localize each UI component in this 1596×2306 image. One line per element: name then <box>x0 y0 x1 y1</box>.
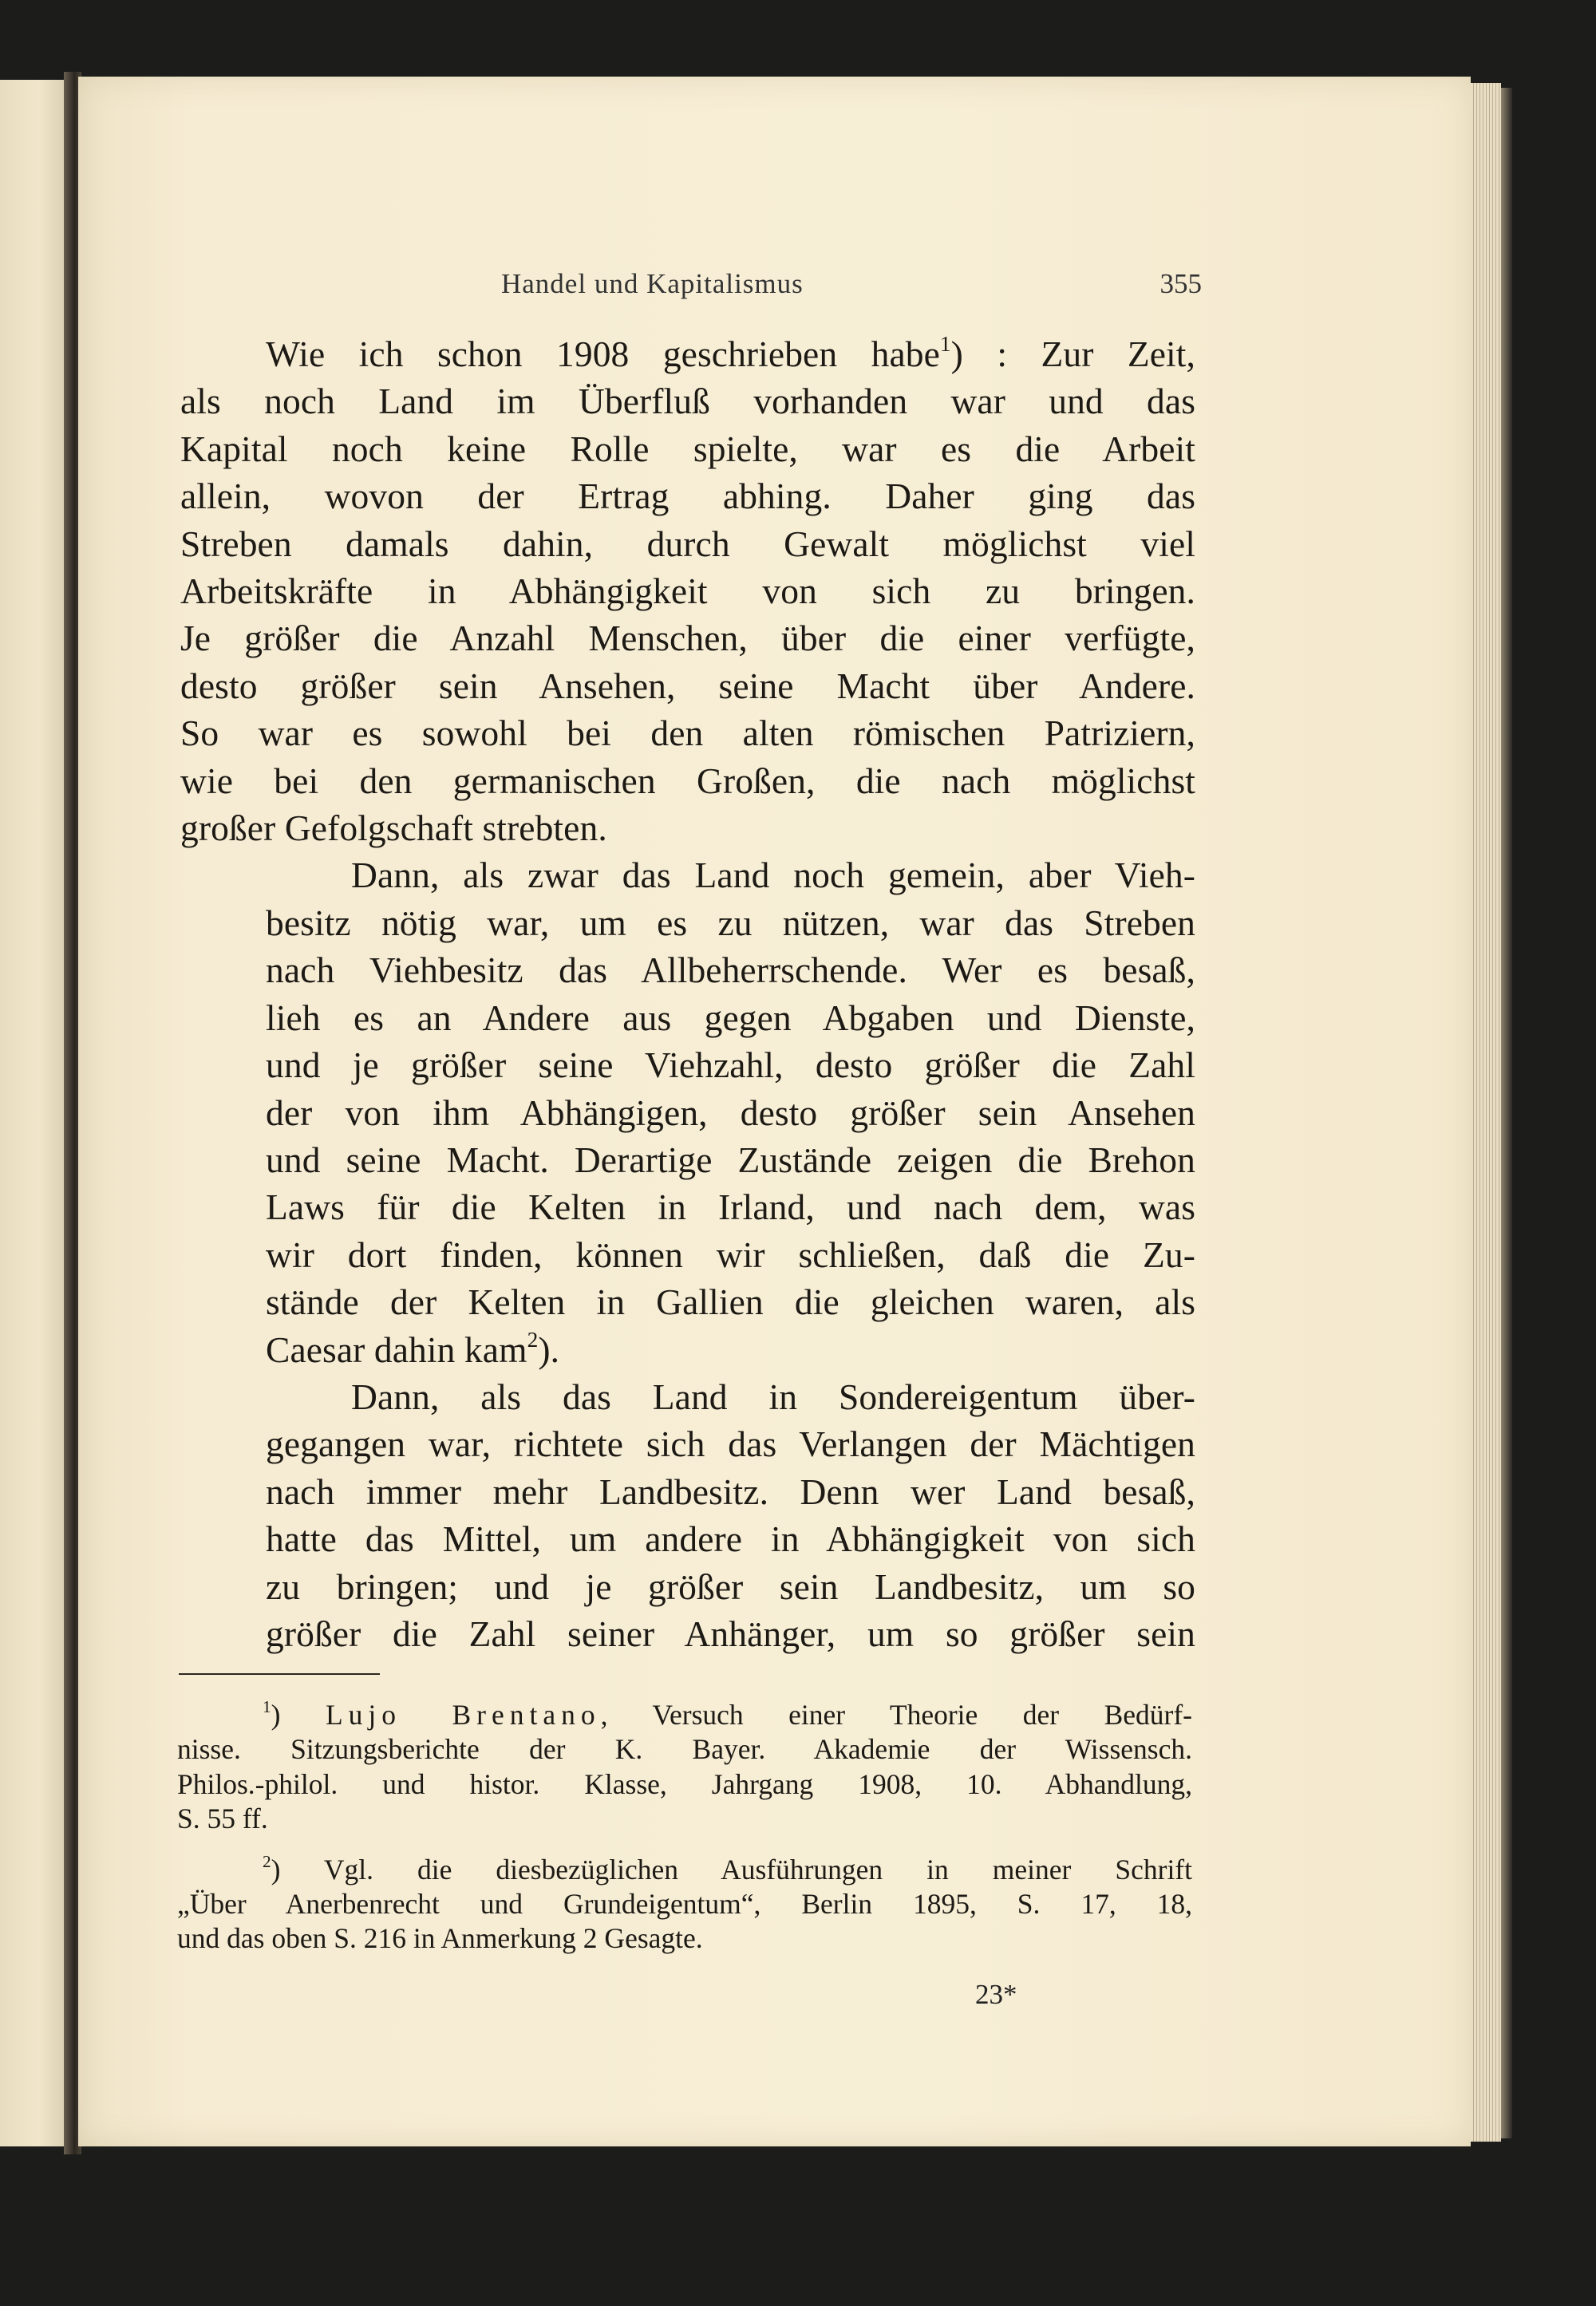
text-line: zu bringen; und je größer sein Landbesitz, um so <box>266 1566 1195 1607</box>
text-line: stände der Kelten in Gallien die gleichen waren, als <box>266 1281 1195 1323</box>
text-line: S. 55 ff. <box>177 1803 268 1835</box>
text-line: und seine Macht. Derartige Zustände zeigen die Brehon <box>266 1139 1195 1180</box>
text-line: allein, wovon der Ertrag abhing. Daher ging das <box>180 476 1195 517</box>
footnote-rule <box>179 1673 380 1675</box>
text-line: Dann, als zwar das Land noch gemein, aber Vieh- <box>351 855 1195 896</box>
text-line: nisse. Sitzungsberichte der K. Bayer. Akademie der Wissensch. <box>177 1733 1192 1766</box>
running-head: Handel und Kapitalismus <box>501 268 804 299</box>
page-number: 355 <box>1159 268 1202 299</box>
footnote-marker-1: 1 <box>263 1697 271 1717</box>
text-line: Streben damals dahin, durch Gewalt möglichst viel <box>180 523 1195 564</box>
footnote-ref-2: 2 <box>527 1327 539 1352</box>
text-line: Je größer die Anzahl Menschen, über die einer verfügte, <box>180 618 1195 659</box>
footnote-author: Lujo Brentano <box>325 1699 601 1731</box>
text-line: und das oben S. 216 in Anmerkung 2 Gesagte. <box>177 1922 703 1955</box>
text-line: besitz nötig war, um es zu nützen, war das Streben <box>266 902 1195 943</box>
text-line: lieh es an Andere aus gegen Abgaben und Dienste, <box>266 997 1195 1038</box>
text-line: So war es sowohl bei den alten römischen Patriziern, <box>180 713 1195 754</box>
paragraph-1 <box>180 330 1195 851</box>
page-stack-shadow <box>1501 88 1512 2138</box>
text-line: als noch Land im Überfluß vorhanden war und das <box>180 381 1195 422</box>
text-line: Philos.-philol. und histor. Klasse, Jahrgang 1908, 10. Abhandlung, <box>177 1767 1192 1800</box>
text-line: „Über Anerbenrecht und Grundeigentum“, Berlin 1895, S. 17, 18, <box>177 1888 1192 1921</box>
text-line: gegangen war, richtete sich das Verlangen der Mächtigen <box>266 1423 1195 1465</box>
text-line: Arbeitskräfte in Abhängigkeit von sich zu bringen. <box>180 571 1195 612</box>
text-line: $^1$) Lujo Brentano, Versuch einer Theorie der Bedürf- <box>263 1697 1192 1731</box>
text-line: Dann, als das Land in Sondereigentum über- <box>351 1376 1195 1417</box>
text-line: $^2$) Vgl. die diesbezüglichen Ausführungen in meiner Schrift <box>263 1851 1192 1885</box>
signature-mark: 23* <box>975 1979 1017 2010</box>
text-line: Laws für die Kelten in Irland, und nach dem, was <box>266 1187 1195 1228</box>
footnote-1 <box>177 1698 1192 1837</box>
text-line: größer die Zahl seiner Anhänger, um so größer sein <box>266 1613 1195 1654</box>
text-line: Caesar dahin kam$^2$). <box>266 1327 560 1370</box>
text-line: der von ihm Abhängigen, desto größer sein Ansehen <box>266 1092 1195 1133</box>
text-line: Wie ich schon 1908 geschrieben habe$^1$) : Zur Zeit, <box>266 331 1196 374</box>
text-line: nach Viehbesitz das Allbeherrschende. Wer es besaß, <box>266 950 1195 991</box>
body-text <box>180 330 1195 1657</box>
paragraph-3 <box>180 1373 1195 1657</box>
footnote-2 <box>177 1853 1192 1957</box>
text-line: und je größer seine Viehzahl, desto größer die Zahl <box>266 1044 1195 1086</box>
text-line: wir dort finden, können wir schließen, daß die Zu- <box>266 1234 1195 1275</box>
text-line: desto größer sein Ansehen, seine Macht über Andere. <box>180 665 1195 706</box>
text-line: Kapital noch keine Rolle spielte, war es die Arbeit <box>180 428 1195 469</box>
paragraph-2 <box>180 851 1195 1372</box>
text-line: hatte das Mittel, um andere in Abhängigkeit von sich <box>266 1518 1195 1560</box>
left-page-edge <box>0 80 70 2146</box>
page-stack-edge <box>1471 83 1501 2142</box>
footnote-ref-1: 1 <box>939 331 951 356</box>
footnote-marker-2: 2 <box>263 1851 271 1871</box>
text-line: wie bei den germanischen Großen, die nach möglichst <box>180 760 1195 801</box>
text-line: großer Gefolgschaft strebten. <box>180 807 607 849</box>
text-line: nach immer mehr Landbesitz. Denn wer Land besaß, <box>266 1471 1195 1512</box>
footnotes <box>177 1698 1192 1957</box>
